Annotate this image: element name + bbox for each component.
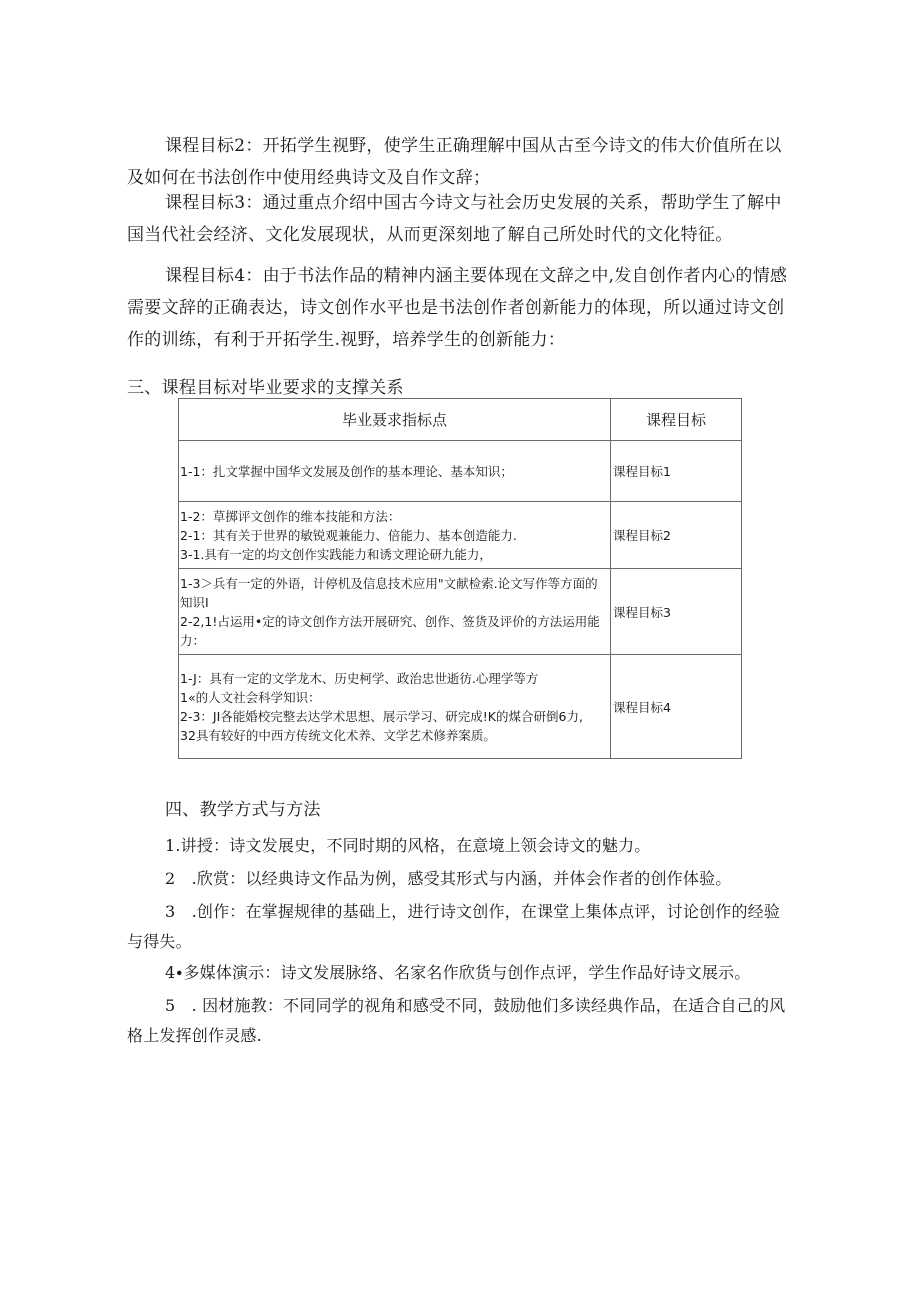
requirement-line: 32具有较好的中西方传统文化术养、文学艺术修养案质。 bbox=[180, 727, 496, 743]
requirement-line: 1-J：具有一定的文学龙木、历史柯学、政治忠世逝彷.心理学等方 bbox=[180, 670, 539, 686]
objective-4-paragraph: 课程目标4：由于书法作品的精神内涵主要体现在文辞之中,发自创作者内心的情感需要文辞的正确表达，诗文创作水平也是书法创作者创新能力的体现，所以通过诗文创作的训练，有利于开拓学生.视野，培养学生的创新能力： bbox=[127, 266, 788, 350]
requirement-line: 1«的人文社会科学知识： bbox=[180, 689, 321, 705]
requirement-line: 3-1.具有一定的均文创作实践能力和诱文理论研九能力， bbox=[180, 546, 492, 562]
objective-2-paragraph: 课程目标2：开拓学生视野，使学生正确理解中国从古至今诗文的伟大价值所在以及如何在书法创作中使用经典诗文及自作文辞； bbox=[127, 136, 782, 188]
section-3-heading: 三、课程目标对毕业要求的支撑关系 bbox=[127, 378, 404, 398]
goal-cell: 课程目标2 bbox=[611, 502, 742, 569]
table-header-row bbox=[179, 399, 742, 441]
header-course-goal: 课程目标 bbox=[611, 399, 742, 441]
goal-cell: 课程目标3 bbox=[611, 569, 742, 655]
section-4-heading: 四、教学方式与方法 bbox=[165, 800, 321, 820]
requirement-cell bbox=[179, 569, 611, 655]
objective-3-paragraph: 课程目标3：通过重点介绍中国古今诗文与社会历史发展的关系，帮助学生了解中国当代社会经济、文化发展现状，从而更深刻地了解自己所处时代的文化特征。 bbox=[127, 193, 782, 245]
goal-cell: 课程目标4 bbox=[611, 655, 742, 759]
goal-cell: 课程目标1 bbox=[611, 441, 742, 502]
requirement-line: 2-1：其有关于世界的敏锐观兼能力、倍能力、基本创造能力. bbox=[180, 527, 517, 543]
requirement-line: 1-2：草掷评文创作的维本技能和方法： bbox=[180, 508, 401, 524]
table-row bbox=[179, 441, 742, 502]
header-requirement: 毕业聂求指标点 bbox=[179, 399, 611, 441]
requirement-line: 1-3＞兵有一定的外语，计停机及信息技术应用"文献检索.论文写作等方面的知识I bbox=[180, 575, 598, 610]
table-row bbox=[179, 569, 742, 655]
requirement-cell bbox=[179, 502, 611, 569]
method-item-1: 1.讲授：诗文发展史，不同时期的风格，在意境上领会诗文的魅力。 bbox=[165, 836, 651, 855]
method-item-4: 4∙多媒体演示：诗文发展脉络、名家名作欣货与创作点评，学生作品好诗文展示。 bbox=[165, 963, 751, 982]
table-row bbox=[179, 655, 742, 759]
requirement-line: 2-3：JI各能婚校完整去达学术思想、展示学习、研完成!K的煤合研倒6力, bbox=[180, 708, 583, 724]
requirement-cell bbox=[179, 441, 611, 502]
table-row bbox=[179, 502, 742, 569]
support-relationship-table bbox=[178, 398, 742, 759]
method-item-5: 5 . 因材施教：不同同学的视角和感受不同，鼓励他们多读经典作品，在适合自己的风格上发挥创作灵感. bbox=[127, 996, 786, 1045]
requirement-line: 2-2,1!占运用•定的诗文创作方法开展研究、创作、签货及评价的方法运用能力： bbox=[180, 613, 600, 648]
method-item-3: 3 .创作：在掌握规律的基础上，进行诗文创作，在课堂上集体点评，讨论创作的经验与得失。 bbox=[127, 902, 781, 951]
requirement-line: 1-1：扎文掌握中国华文发展及创作的基本理论、基本知识； bbox=[180, 463, 513, 479]
method-item-2: 2 .欣赏：以经典诗文作品为例，感受其形式与内涵，并体会作者的创作体验。 bbox=[165, 869, 732, 888]
requirement-cell bbox=[179, 655, 611, 759]
